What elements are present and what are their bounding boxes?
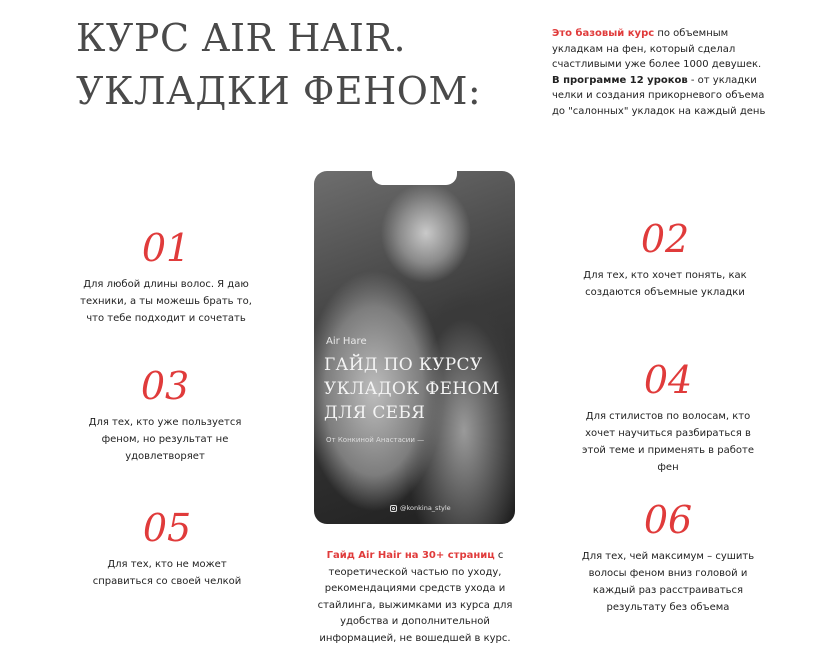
cover-title: ГАЙД ПО КУРСУ УКЛАДОК ФЕНОМ ДЛЯ СЕБЯ (324, 355, 500, 423)
intro-text-1: по объемным укладкам на фен, который сделал счастливыми уже более 1000 девушек. (552, 28, 762, 70)
phone-mockup (314, 171, 515, 524)
page-title (76, 12, 481, 118)
instagram-icon (390, 505, 397, 512)
title-line-2: УКЛАДКИ ФЕНОМ: (76, 69, 482, 113)
feature-05 (92, 508, 242, 590)
feature-text: Для тех, кто хочет понять, как создаются объемные укладки (583, 270, 747, 298)
feature-number: 06 (643, 498, 693, 542)
intro-accent: Это базовый курс (552, 28, 655, 39)
feature-02 (580, 219, 750, 301)
instagram-handle: @konkina_style (400, 504, 451, 512)
intro-text-2: - от укладки челки и создания прикорневого объема до "салонных" укладок на каждый день (552, 74, 766, 117)
cover-instagram (390, 504, 451, 512)
cover-author: От Конкиной Анастасии — (326, 436, 425, 444)
feature-text: Для стилистов по волосам, кто хочет научиться разбираться в этой теме и применять в работе фен (582, 411, 754, 473)
feature-text: Для тех, чей максимум – сушить волосы феном вниз головой и каждый раз расстраиваться результату без объема (581, 551, 755, 613)
feature-number: 01 (141, 226, 191, 270)
feature-number: 03 (140, 364, 190, 408)
phone-notch (372, 171, 457, 185)
intro-bold: В программе 12 уроков (552, 74, 688, 86)
feature-text: Для тех, кто уже пользуется феном, но результат не удовлетворяет (88, 417, 242, 462)
feature-06 (568, 500, 768, 616)
feature-text: Для любой длины волос. Я даю техники, а ты можешь брать то, что тебе подходит и сочетать (80, 279, 252, 324)
cover-brand-label: Air Hare (326, 336, 367, 347)
feature-text: Для тех, кто не может справиться со своей челкой (92, 559, 242, 587)
feature-number: 04 (643, 358, 693, 402)
feature-04 (573, 360, 763, 476)
feature-01 (76, 228, 256, 327)
guide-accent: Гайд Air Hair на 30+ страниц (326, 550, 495, 561)
feature-number: 05 (142, 506, 192, 550)
guide-description (304, 548, 526, 647)
feature-03 (70, 366, 260, 465)
feature-number: 02 (640, 217, 690, 261)
title-line-1: КУРС AIR HAIR. (76, 16, 407, 60)
guide-text: с теоретической частью по уходу, рекомендациями средств ухода и стайлинга, выжимками из курса для удобства и дополнительной информацией, не вошедшей в курс. (317, 550, 513, 644)
intro-text (552, 26, 770, 119)
